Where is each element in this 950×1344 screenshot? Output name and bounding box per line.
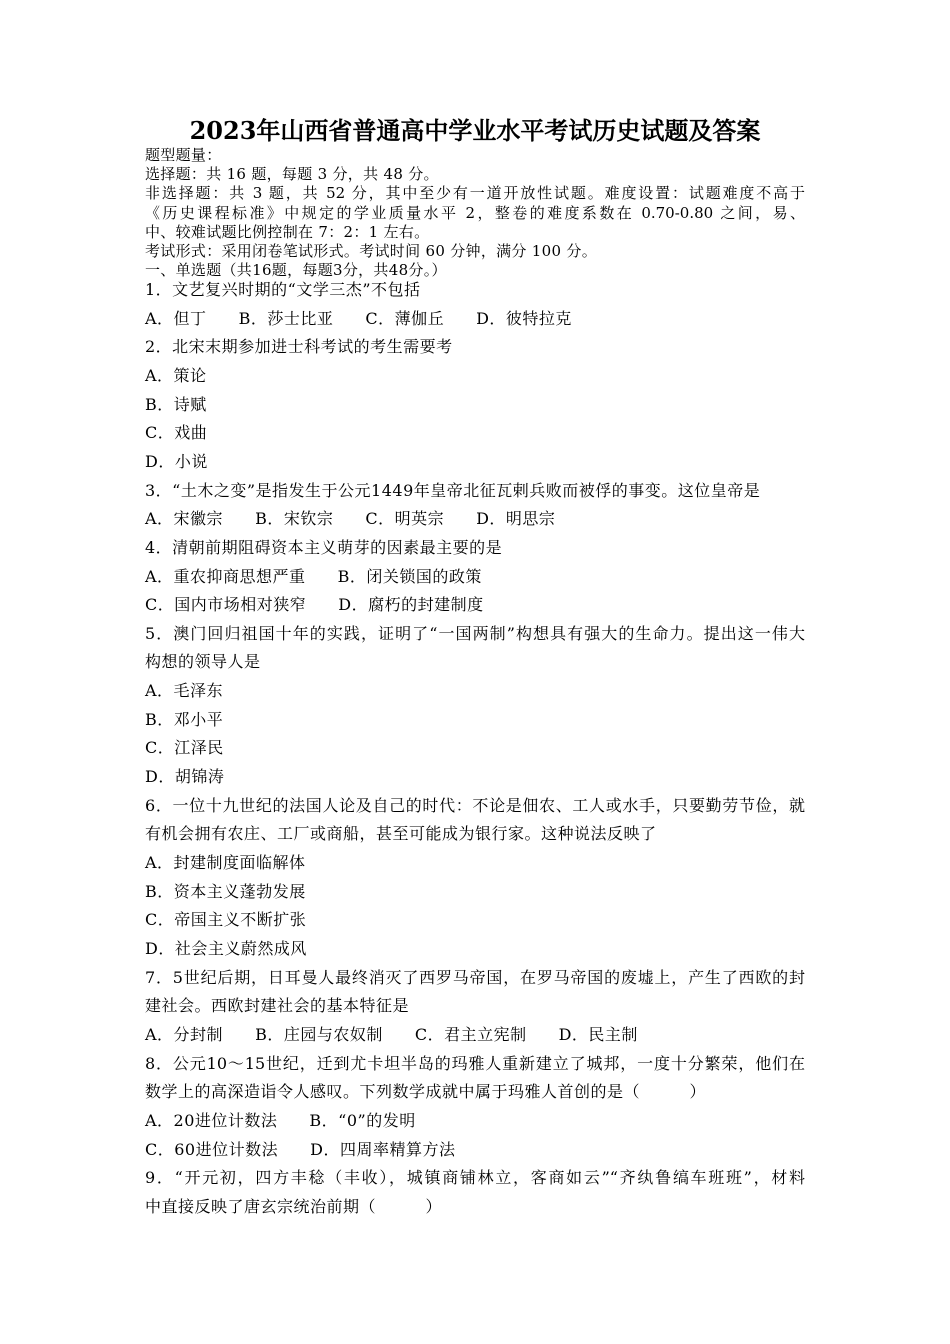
option-a: A．宋徽宗 [145,509,224,528]
question-stem: 2．北宋末期参加进士科考试的考生需要考 [145,337,453,356]
option-a: A．但丁 [145,309,207,328]
option-a: A．封建制度面临解体 [145,853,306,872]
option-a: A．重农抑商思想严重 [145,567,306,586]
option-b: B．诗赋 [145,395,207,414]
question-stem: 有机会拥有农庄、工厂或商船，甚至可能成为银行家。这种说法反映了 [145,824,657,843]
intro-line: 考试形式：采用闭卷笔试形式。考试时间 60 分钟，满分 100 分。 [145,242,597,260]
option-d: D．四周率精算方法 [310,1140,456,1159]
question-stem: 7．5世纪后期，日耳曼人最终消灭了西罗马帝国，在罗马帝国的废墟上，产生了西欧的封 [145,968,805,987]
option-c: C．60进位计数法 [145,1140,279,1159]
option-d: D．腐朽的封建制度 [338,595,484,614]
question-stem: 3．“土木之变”是指发生于公元1449年皇帝北征瓦剌兵败而被俘的事变。这位皇帝是 [145,481,761,500]
question-stem: 建社会。西欧封建社会的基本特征是 [145,996,410,1015]
option-c: C．戏曲 [145,423,208,442]
option-b: B．宋钦宗 [255,509,334,528]
question-stem: 9．“开元初，四方丰稔（丰收），城镇商铺林立，客商如云”“齐纨鲁缟车班班”，材料 [145,1168,805,1187]
document-title: 2023年山西省普通高中学业水平考试历史试题及答案 [189,116,761,145]
option-row [145,567,482,587]
option-a: A．20进位计数法 [145,1111,278,1130]
option-d: D．小说 [145,452,208,471]
question-stem: 6．一位十九世纪的法国人论及自己的时代：不论是佃农、工人或水手，只要勤劳节俭，就 [145,796,805,815]
option-row [145,1111,416,1131]
option-d: D．彼特拉克 [476,309,572,328]
option-b: B．闭关锁国的政策 [337,567,482,586]
option-row [145,1140,455,1160]
option-b: B．庄园与农奴制 [255,1025,383,1044]
option-row [145,1025,638,1045]
intro-line: 中、较难试题比例控制在 7：2：1 左右。 [145,223,430,241]
option-d: D．胡锦涛 [145,767,225,786]
option-row [145,309,572,329]
option-a: A．策论 [145,366,207,385]
question-stem: 4．清朝前期阻碍资本主义萌芽的因素最主要的是 [145,538,503,557]
option-row [145,509,555,529]
question-stem: 构想的领导人是 [145,652,261,671]
section-title: 一、单选题（共16题，每题3分，共48分。） [145,261,447,279]
option-b: B．资本主义蓬勃发展 [145,882,306,901]
option-c: C．国内市场相对狭窄 [145,595,307,614]
intro-line: 选择题：共 16 题，每题 3 分，共 48 分。 [145,165,439,183]
option-row [145,595,484,615]
option-d: D．明思宗 [476,509,556,528]
intro-line: 《历史课程标准》中规定的学业质量水平 2，整卷的难度系数在 0.70-0.80 之间，易、 [145,204,805,222]
option-c: C．明英宗 [365,509,445,528]
question-stem: 中直接反映了唐玄宗统治前期（ ） [145,1197,443,1216]
intro-line: 非选择题：共 3 题，共 52 分，其中至少有一道开放性试题。难度设置：试题难度不高于 [145,184,805,202]
option-c: C．江泽民 [145,738,224,757]
option-b: B．邓小平 [145,710,224,729]
option-c: C．君主立宪制 [414,1025,527,1044]
option-d: D．民主制 [558,1025,638,1044]
question-stem: 8．公元10～15世纪，迁到尤卡坦半岛的玛雅人重新建立了城邦，一度十分繁荣，他们在 [145,1054,805,1073]
option-b: B．“0”的发明 [309,1111,416,1130]
question-stem: 数学上的高深造诣令人感叹。下列数学成就中属于玛雅人首创的是（ ） [145,1082,707,1101]
option-c: C．帝国主义不断扩张 [145,910,307,929]
option-a: A．毛泽东 [145,681,224,700]
option-a: A．分封制 [145,1025,224,1044]
option-d: D．社会主义蔚然成风 [145,939,307,958]
intro-heading: 题型题量： [145,146,222,164]
question-stem: 5．澳门回归祖国十年的实践，证明了“一国两制”构想具有强大的生命力。提出这一伟大 [145,624,805,643]
option-b: B．莎士比亚 [238,309,334,328]
option-c: C．薄伽丘 [365,309,445,328]
question-stem: 1．文艺复兴时期的“文学三杰”不包括 [145,280,421,299]
